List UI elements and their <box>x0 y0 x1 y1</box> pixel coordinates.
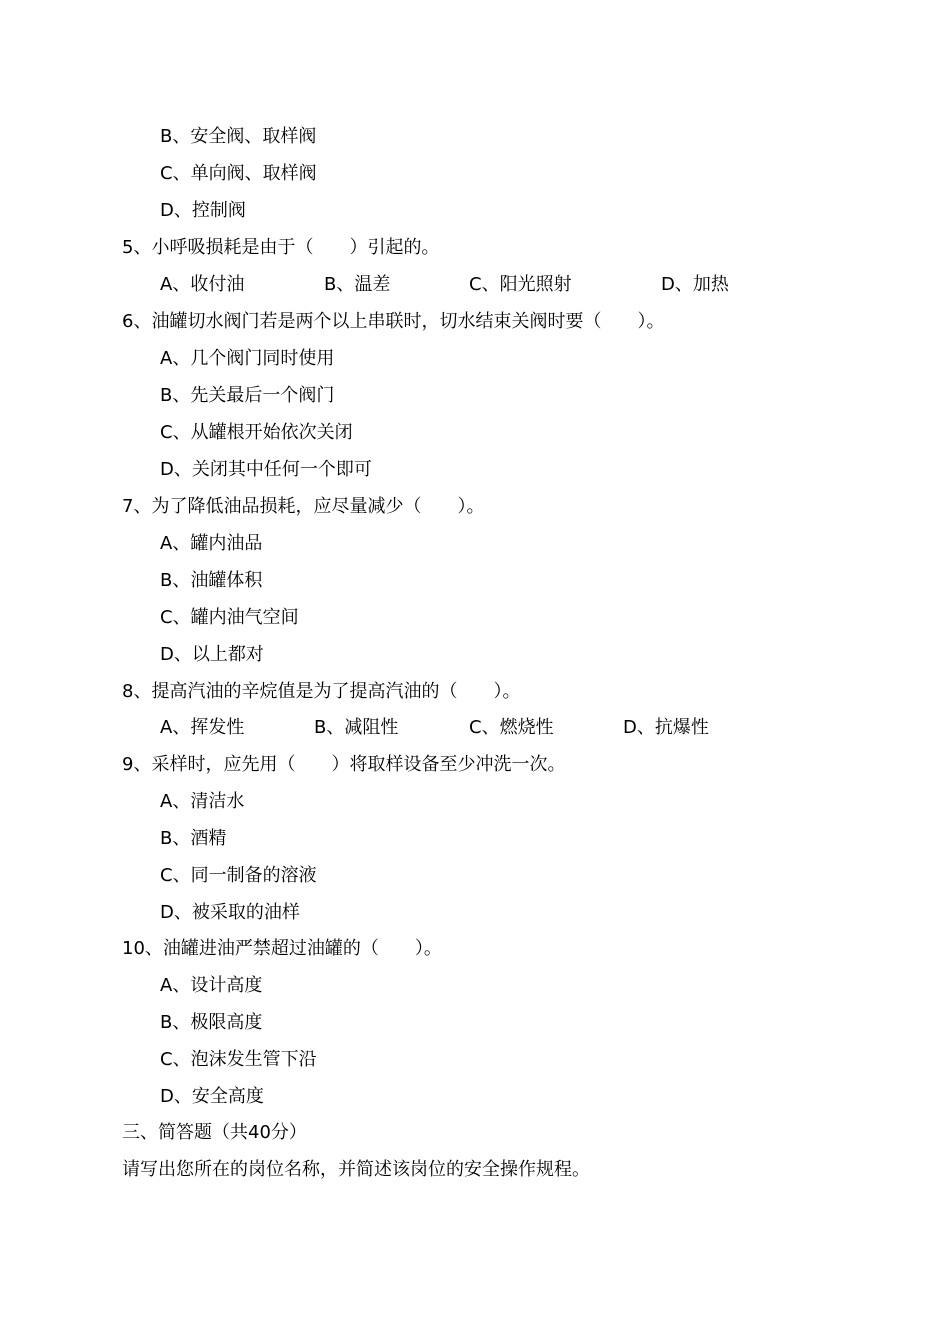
option-7c: C、罐内油气空间 <box>160 607 299 628</box>
question-6: 6、油罐切水阀门若是两个以上串联时，切水结束关阀时要（ ）。 <box>122 311 665 332</box>
option-9c: C、同一制备的溶液 <box>160 865 317 886</box>
option-5b: B、温差 <box>324 274 391 295</box>
option-6b: B、先关最后一个阀门 <box>160 385 335 406</box>
essay-question: 请写出您所在的岗位名称，并简述该岗位的安全操作规程。 <box>122 1159 590 1180</box>
option-5d: D、加热 <box>661 274 729 295</box>
option-5c: C、阳光照射 <box>469 274 572 295</box>
option-8c: C、燃烧性 <box>469 717 554 738</box>
option-8d: D、抗爆性 <box>623 717 709 738</box>
option-4d: D、控制阀 <box>160 200 246 221</box>
section-heading-short-answer: 三、简答题（共40分） <box>122 1122 307 1143</box>
question-7: 7、为了降低油品损耗，应尽量减少（ ）。 <box>122 496 485 517</box>
option-9b: B、酒精 <box>160 828 227 849</box>
option-7d: D、以上都对 <box>160 644 264 665</box>
option-10c: C、泡沫发生管下沿 <box>160 1049 317 1070</box>
option-8b: B、减阻性 <box>314 717 399 738</box>
option-7b: B、油罐体积 <box>160 570 263 591</box>
option-8a: A、挥发性 <box>160 717 245 738</box>
options-row-8 <box>160 716 760 740</box>
option-10d: D、安全高度 <box>160 1086 264 1107</box>
option-10a: A、设计高度 <box>160 975 263 996</box>
question-10: 10、油罐进油严禁超过油罐的（ ）。 <box>122 938 442 959</box>
option-9a: A、清洁水 <box>160 791 245 812</box>
option-6d: D、关闭其中任何一个即可 <box>160 459 372 480</box>
question-5: 5、小呼吸损耗是由于（ ）引起的。 <box>122 237 440 258</box>
option-5a: A、收付油 <box>160 274 245 295</box>
option-4c: C、单向阀、取样阀 <box>160 163 317 184</box>
option-6c: C、从罐根开始依次关闭 <box>160 422 353 443</box>
question-8: 8、提高汽油的辛烷值是为了提高汽油的（ ）。 <box>122 681 521 702</box>
question-9: 9、采样时，应先用（ ）将取样设备至少冲洗一次。 <box>122 754 566 775</box>
option-4b: B、安全阀、取样阀 <box>160 126 317 147</box>
option-10b: B、极限高度 <box>160 1012 263 1033</box>
option-7a: A、罐内油品 <box>160 533 263 554</box>
options-row-5 <box>160 273 760 297</box>
option-6a: A、几个阀门同时使用 <box>160 348 335 369</box>
option-9d: D、被采取的油样 <box>160 902 300 923</box>
